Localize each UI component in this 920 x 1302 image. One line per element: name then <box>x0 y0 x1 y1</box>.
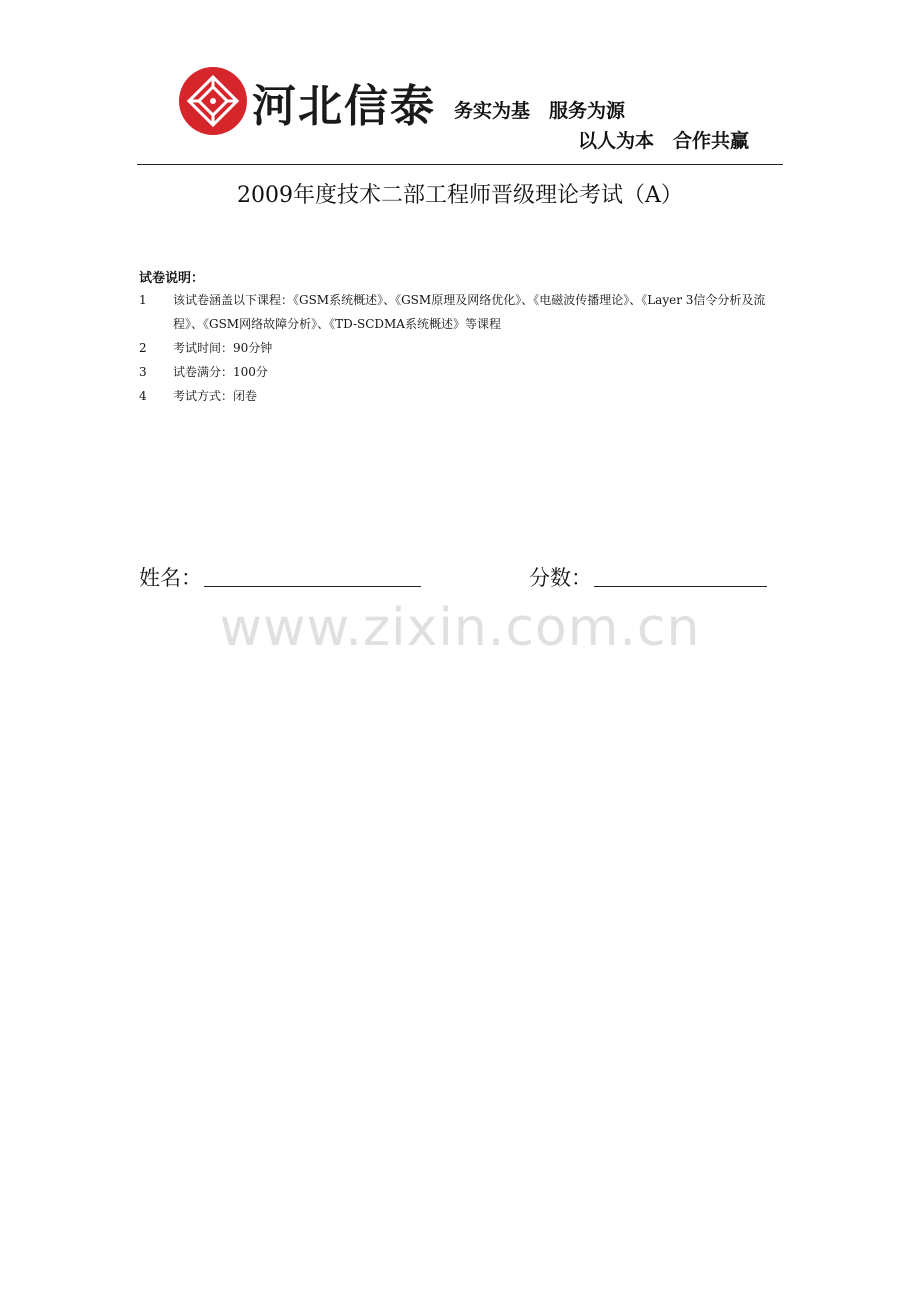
instruction-item <box>139 288 784 336</box>
instruction-item <box>139 360 784 384</box>
company-name: 河北信泰 <box>252 81 436 132</box>
instruction-text: 考试方式：闭卷 <box>173 389 258 403</box>
instruction-text: 试卷满分：100分 <box>173 365 268 379</box>
instruction-text: 该试卷涵盖以下课程：《GSM系统概述》、《GSM原理及网络优化》、《电磁波传播理论》、《Layer 3信令分析及流程》、《GSM网络故障分析》、《TD-SCDMA系统概述》等课程 <box>173 293 766 331</box>
header-divider <box>137 164 783 165</box>
instruction-item <box>139 384 784 408</box>
instruction-item <box>139 336 784 360</box>
score-blank-line[interactable] <box>594 586 767 587</box>
instruction-number: 3 <box>139 365 147 379</box>
watermark: www.zixin.com.cn <box>219 598 701 658</box>
instruction-number: 2 <box>139 341 147 355</box>
score-label: 分数： <box>529 566 592 590</box>
exam-title: 2009年度技术二部工程师晋级理论考试（A） <box>237 183 683 208</box>
name-blank-line[interactable] <box>204 586 421 587</box>
slogan-line-2: 以人为本 合作共赢 <box>578 130 750 152</box>
instructions-heading: 试卷说明： <box>139 271 205 286</box>
slogan-line-1: 务实为基 服务为源 <box>454 100 626 122</box>
company-logo <box>178 66 248 136</box>
instruction-text: 考试时间：90分钟 <box>173 341 273 355</box>
instruction-number: 1 <box>139 293 147 307</box>
instruction-number: 4 <box>139 389 147 403</box>
name-label: 姓名： <box>139 566 202 590</box>
